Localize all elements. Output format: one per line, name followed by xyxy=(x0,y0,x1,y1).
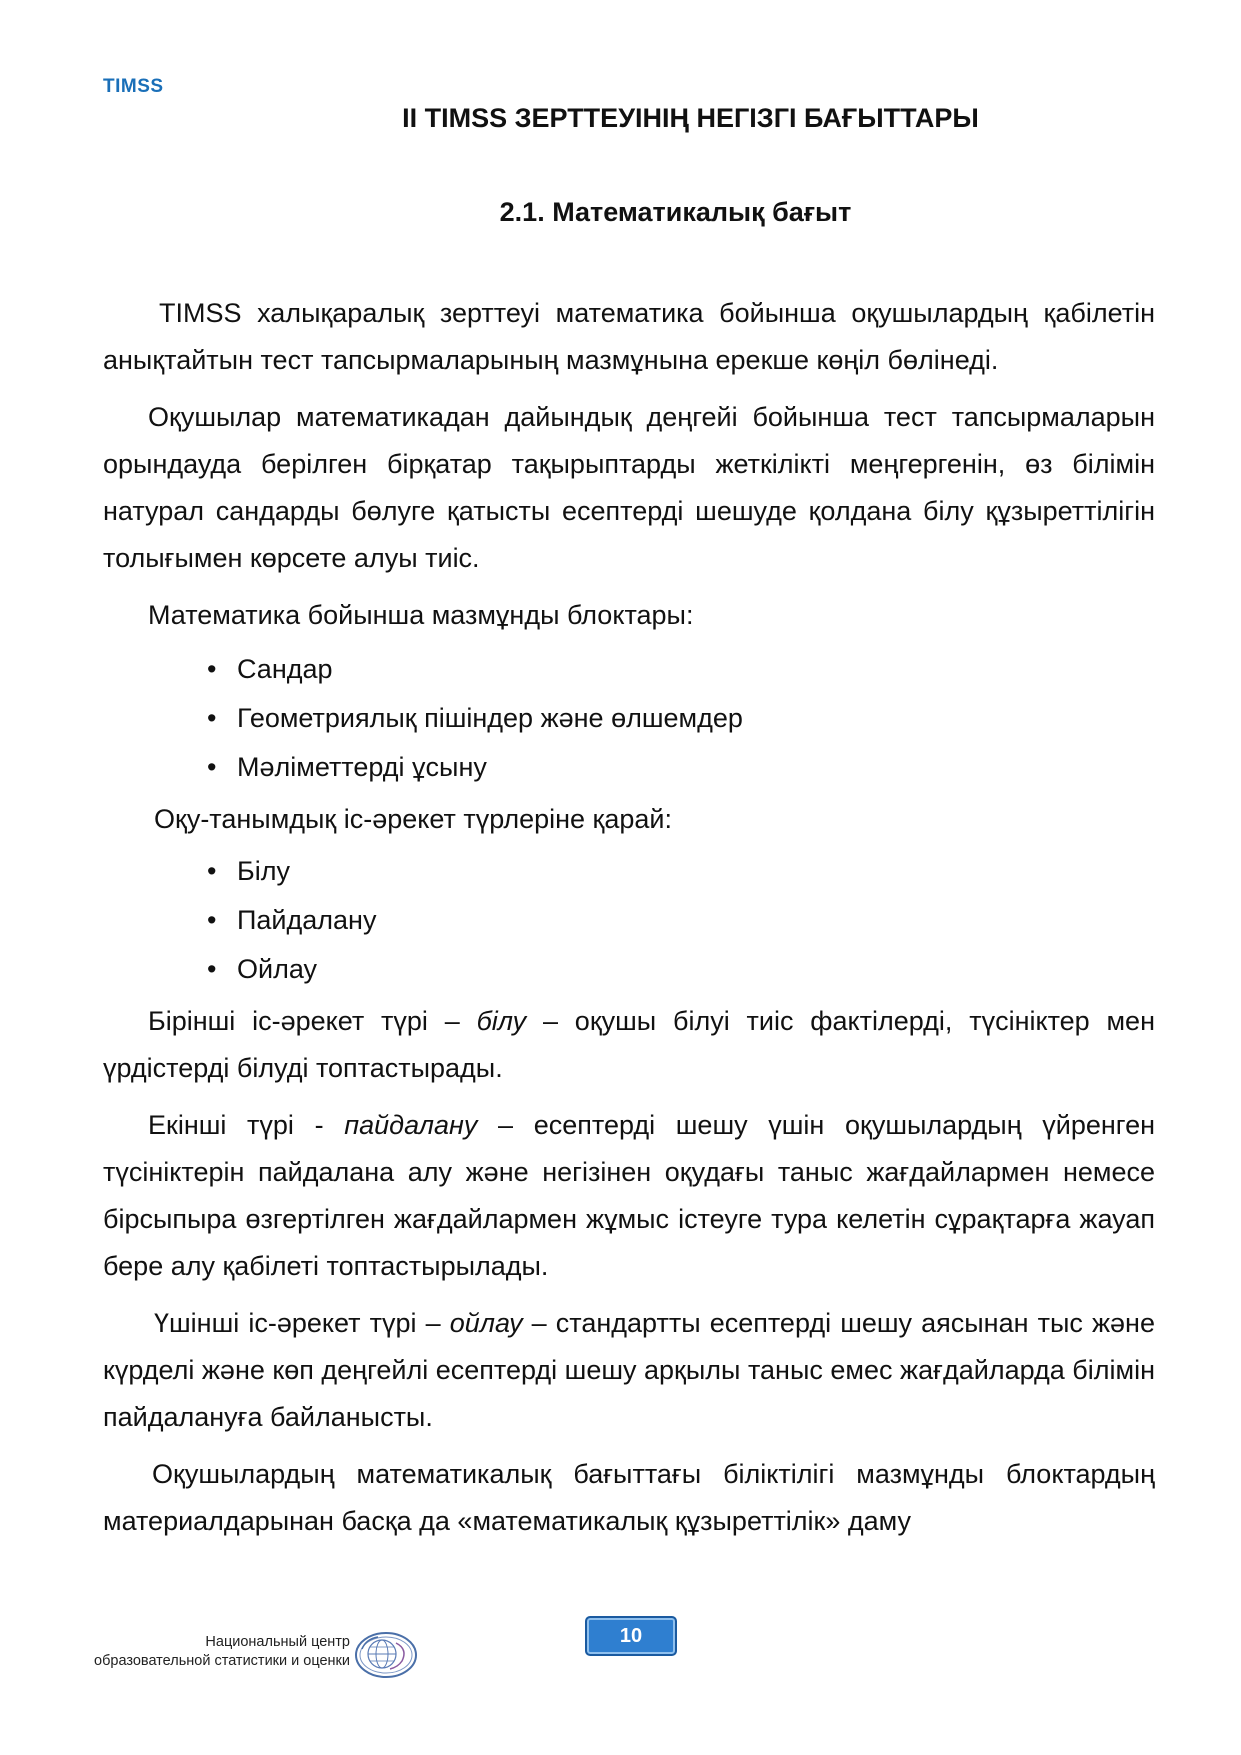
org-line-2: образовательной статистики и оценки xyxy=(94,1653,350,1669)
paragraph-1: TIMSS халықаралық зерттеуі математика бойынша оқушылардың қабілетін анықтайтын тест тапсырмаларының мазмұнына ерекше көңіл бөлінеді. xyxy=(103,298,1155,375)
header-tag: TIMSS xyxy=(103,76,164,97)
page-number: 10 xyxy=(585,1616,677,1656)
term-knowing: білу xyxy=(476,1006,527,1036)
paragraph-4 xyxy=(103,1102,1155,1290)
content-blocks-label: Математика бойынша мазмұнды блоктары: xyxy=(148,600,694,630)
list-item: • Геометриялық пішіндер және өлшемдер xyxy=(103,694,1155,743)
list-item: • Мәліметтерді ұсыну xyxy=(103,743,1155,792)
list-item: • Сандар xyxy=(103,645,1155,694)
paragraph-3-start: Бірінші іс-әрекет түрі – xyxy=(148,1006,477,1036)
paragraph-3-end: – оқушы білуі тиіс фактілерді, түсініктер мен үрдістерді білуді топтастырады. xyxy=(103,1006,1155,1083)
paragraph-6: Оқушылардың математикалық бағыттағы біліктілігі мазмұнды блоктардың материалдарынан басқа да «математикалық құзыреттілік» даму xyxy=(103,1459,1155,1536)
paragraph-5 xyxy=(103,1300,1155,1441)
term-reasoning: ойлау xyxy=(449,1308,523,1338)
content-blocks-list xyxy=(103,645,1155,792)
paragraph-3 xyxy=(103,998,1155,1092)
chapter-title: II TIMSS ЗЕРТТЕУІНІҢ НЕГІЗГІ БАҒЫТТАРЫ xyxy=(402,103,979,133)
term-applying: пайдалану xyxy=(344,1110,478,1140)
paragraph-5-start: Үшінші іс-әрекет түрі – xyxy=(154,1308,450,1338)
paragraph-4-end: – есептерді шешу үшін оқушылардың үйренген түсініктерін пайдалана алу және негізінен оқудағы таныс жағдайлармен немесе бірсыпыра өзгертілген жағдайлармен жұмыс істеуге тура келетін сұрақтарға жауап бере алу қабілеті топтастырылады. xyxy=(103,1110,1155,1281)
paragraph-5-end: – стандартты есептерді шешу аясынан тыс және күрделі және көп деңгейлі есептерді шешу арқылы таныс емес жағдайларда білімін пайдалануға байланысты. xyxy=(103,1308,1155,1432)
activity-types-list xyxy=(103,847,1155,994)
paragraph-4-start: Екінші түрі - xyxy=(148,1110,345,1140)
paragraph-2: Оқушылар математикадан дайындық деңгейі бойынша тест тапсырмаларын орындауда берілген бірқатар тақырыптарды жеткілікті меңгергенін, өз білімін натурал сандарды бөлуге қатысты есептерді шешуде қолдана білу құзыреттілігін толығымен көрсете алуы тиіс. xyxy=(103,402,1155,573)
list-item: • Пайдалану xyxy=(103,896,1155,945)
list-item: • Ойлау xyxy=(103,945,1155,994)
body-content xyxy=(103,290,1155,1555)
activity-types-label: Оқу-танымдық іс-әрекет түрлеріне қарай: xyxy=(154,804,672,834)
footer-organization xyxy=(90,1633,350,1671)
org-line-1: Национальный центр xyxy=(205,1634,350,1650)
globe-logo-icon xyxy=(352,1627,420,1681)
section-title: 2.1. Математикалық бағыт xyxy=(499,197,852,227)
list-item: • Білу xyxy=(103,847,1155,896)
